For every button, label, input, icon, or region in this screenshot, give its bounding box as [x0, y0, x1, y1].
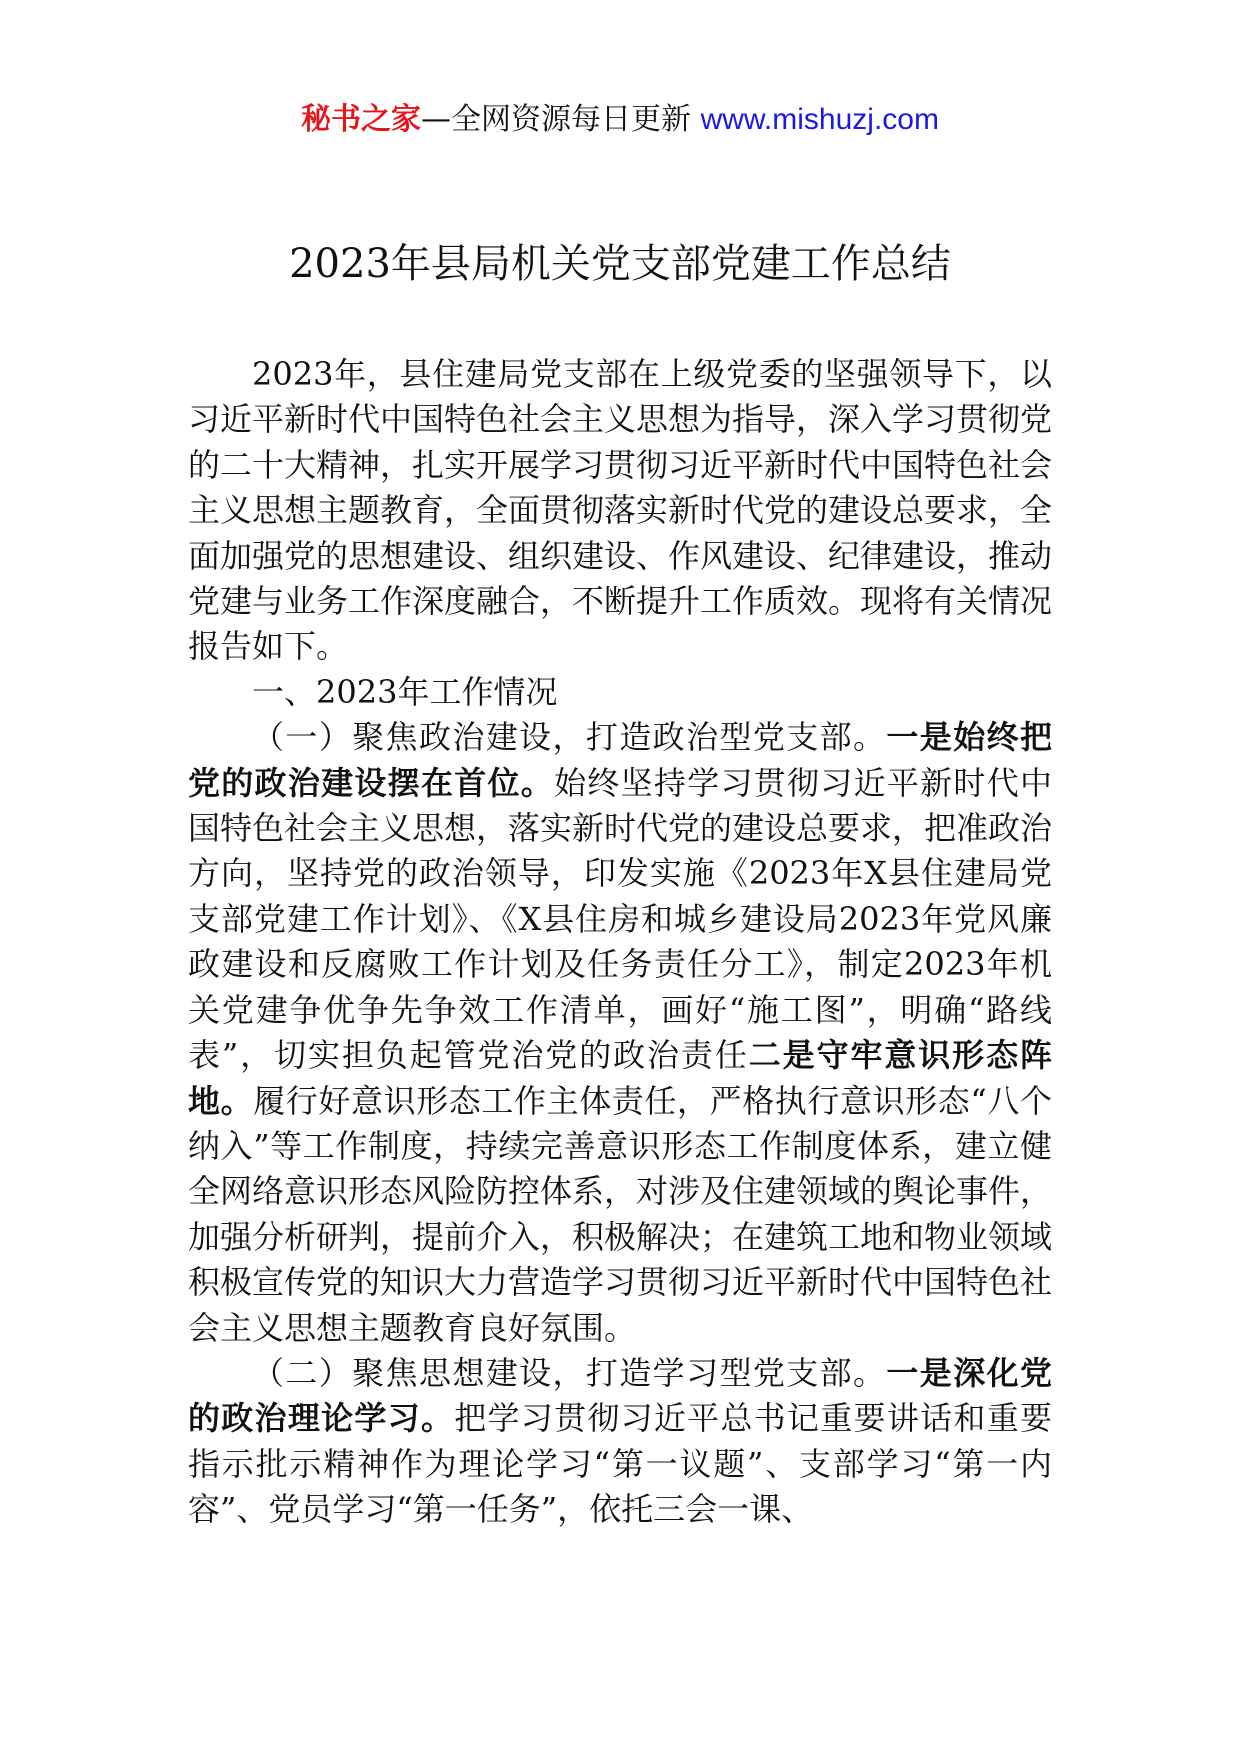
bold-point: 二是守牢意识形态阵地。 — [188, 1036, 1052, 1120]
political-building-paragraph — [188, 715, 1052, 1351]
site-url[interactable]: www.mishuzj.com — [700, 103, 939, 136]
document-body — [188, 352, 1052, 1533]
ideological-building-paragraph — [188, 1351, 1052, 1533]
bold-point: 一是深化党的政治理论学习。 — [188, 1353, 1052, 1438]
subsection-lead: （一）聚焦政治建设，打造政治型党支部。 — [252, 718, 887, 757]
site-brand: 秘书之家 — [301, 102, 422, 137]
point-text: 把学习贯彻习近平总书记重要讲话和重要指示批示精神作为理论学习“第一议题”、支部学习“第一内容”、党员学习“第一任务”，依托三会一课、 — [188, 1399, 1052, 1529]
intro-paragraph: 2023年，县住建局党支部在上级党委的坚强领导下，以习近平新时代中国特色社会主义思想为指导，深入学习贯彻党的二十大精神，扎实开展学习贯彻习近平新时代中国特色社会主义思想主题教育，全面贯彻落实新时代党的建设总要求，全面加强党的思想建设、组织建设、作风建设、纪律建设，推动党建与业务工作深度融合，不断提升工作质效。现将有关情况报告如下。 — [188, 355, 1053, 666]
point-text: 履行好意识形态工作主体责任，严格执行意识形态“八个纳入”等工作制度，持续完善意识形态工作制度体系，建立健全网络意识形态风险防控体系，对涉及住建领域的舆论事件，加强分析研判，提前介入，积极解决；在建筑工地和物业领域积极宣传党的知识大力营造学习贯彻习近平新时代中国特色社会主义思想主题教育良好氛围。 — [188, 1081, 1053, 1347]
section-heading: 一、2023年工作情况 — [252, 672, 558, 711]
bold-point: 一是始终把党的政治建设摆在首位。 — [188, 718, 1052, 802]
site-header — [0, 100, 1240, 140]
point-text: 始终坚持学习贯彻习近平新时代中国特色社会主义思想，落实新时代党的建设总要求，把准政治方向，坚持党的政治领导，印发实施《2023年X县住建局党支部党建工作计划》、《X县住房和城乡建设局2023年党风廉政建设和反腐败工作计划及任务责任分工》，制定2023年机关党建争优争先争效工作清单，画好“施工图”，明确“路线表”，切实担负起管党治党的政治责任 — [188, 763, 1053, 1075]
document-title: 2023年县局机关党支部党建工作总结 — [289, 241, 951, 287]
site-slogan: —全网资源每日更新 — [421, 102, 692, 137]
subsection-lead: （二）聚焦思想建设，打造学习型党支部。 — [252, 1353, 887, 1392]
